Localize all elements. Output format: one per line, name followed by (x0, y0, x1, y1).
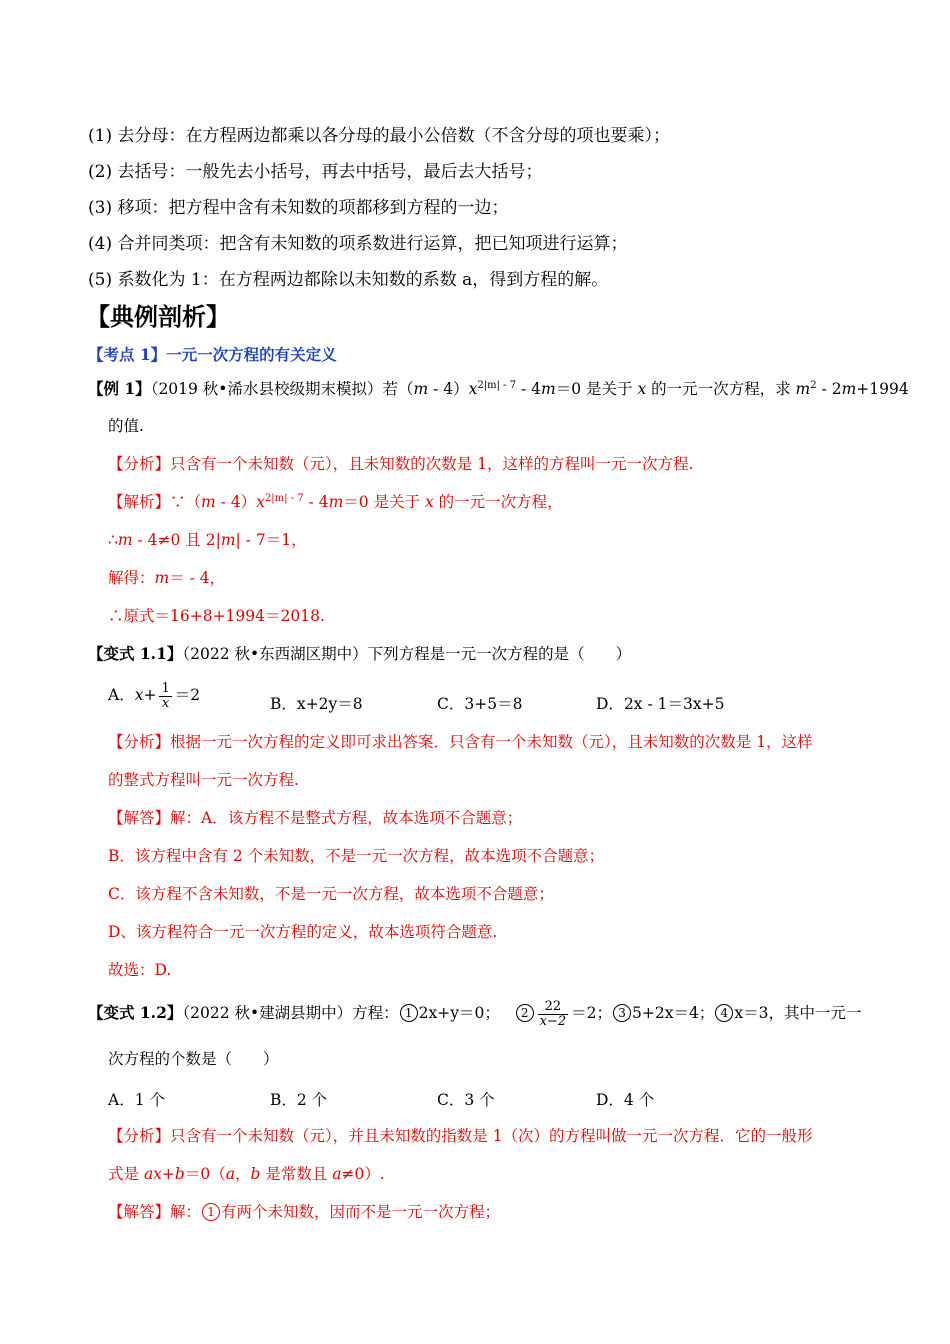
step-5: (5) 系数化为 1：在方程两边都除以未知数的系数 a，得到方程的解。 (88, 270, 609, 290)
variant-1-1-choice: 故选：D. (108, 961, 172, 979)
step-4: (4) 合并同类项：把含有未知数的项系数进行运算，把已知项进行运算； (88, 234, 628, 254)
variant-1-2-analysis: 【分析】只含有一个未知数（元），并且未知数的指数是 1（次）的方程叫做一元一次方程．它的一般形 (108, 1127, 813, 1145)
example-1-solution: 【解析】∵（m - $4)x^{2|m| - 7} - 4m=0$ 是关于 x 的一元一次方程， (108, 493, 563, 511)
example-1-analysis: 【分析】只含有一个未知数（元），且未知数的次数是 1，这样的方程叫一元一次方程. (108, 455, 694, 473)
variant-1-2-option-b[interactable]: B．2 个 (270, 1091, 328, 1109)
step-3: (3) 移项：把方程中含有未知数的项都移到方程的一边； (88, 198, 509, 218)
circled-number-3: 3 (613, 1004, 631, 1022)
variant-1-2-option-d[interactable]: D．4 个 (596, 1091, 655, 1109)
fraction: $\frac{22}{x-2}$ (539, 999, 567, 1029)
variant-1-2-question-line2: 次方程的个数是（ ） (108, 1050, 279, 1068)
variant-1-1-answer-c: C．该方程不含未知数，不是一元一次方程，故本选项不合题意； (108, 885, 554, 903)
variant-1-2-answer: 【解答】解： 1 有两个未知数，因而不是一元一次方程； (108, 1203, 501, 1221)
example-1-question: 【例 1】（2019 秋•浠水县校级期末模拟）若$(m - 4)x^{2|m| - 7} - 4m=0$ 是关于 x 的一元一次方程，求 $m^2 - 2m+1994$ (88, 379, 909, 398)
example-1-step-3: ∴原式＝16+8+1994＝2018. (108, 607, 325, 625)
variant-1-1-tag: 【变式 1.1】 (88, 644, 183, 663)
kaodian-heading: 【考点 1】一元一次方程的有关定义 (88, 345, 337, 364)
example-1-step-1: ∴m - 4≠0 且 2|m| - 7＝1， (108, 531, 307, 549)
step-2: (2) 去括号：一般先去小括号，再去中括号，最后去大括号； (88, 162, 543, 182)
circled-number-1: 1 (202, 1203, 220, 1221)
variant-1-1-analysis-line2: 的整式方程叫一元一次方程. (108, 771, 299, 789)
variant-1-1-option-d[interactable]: D．2x - 1＝3x+5 (596, 695, 725, 713)
fraction: $\frac{1}{x}$ (161, 681, 170, 711)
example-1-tag: 【例 1】 (88, 379, 151, 398)
variant-1-1-option-a[interactable]: A．x+ $\frac{1}{x}$ ＝2 (108, 681, 201, 711)
variant-1-1-option-c[interactable]: C．3+5＝8 (437, 695, 523, 713)
circled-number-2: 2 (516, 1004, 534, 1022)
variant-1-2-option-c[interactable]: C．3 个 (437, 1091, 495, 1109)
circled-number-1: 1 (400, 1004, 418, 1022)
example-1-step-2: 解得：m＝ - 4， (108, 569, 226, 587)
example-1-question-line2: 的值. (108, 417, 144, 435)
variant-1-1-answer-b: B．该方程中含有 2 个未知数，不是一元一次方程，故本选项不合题意； (108, 847, 605, 865)
circled-number-4: 4 (715, 1004, 733, 1022)
variant-1-2-tag: 【变式 1.2】 (88, 1003, 183, 1023)
variant-1-2-analysis-line2: 式是 ax+b＝0（a，b 是常数且 a≠0）. (108, 1165, 385, 1183)
variant-1-1-answer: 【解答】解：A．该方程不是整式方程，故本选项不合题意； (108, 809, 523, 827)
section-title: 【典例剖析】 (86, 302, 230, 331)
variant-1-1-question: 【变式 1.1】（2022 秋•东西湖区期中）下列方程是一元一次方程的是（ ） (88, 644, 632, 663)
variant-1-2-option-a[interactable]: A．1 个 (108, 1091, 165, 1109)
variant-1-2-question: 【变式 1.2】（2022 秋•建湖县期中）方程： 1 2x+y＝0； 2 $\frac{22}{x-2}$ ＝2； 3 5+2x＝4； 4 x＝3，其中一元一 (88, 999, 862, 1029)
step-1: (1) 去分母：在方程两边都乘以各分母的最小公倍数（不含分母的项也要乘）； (88, 126, 670, 146)
variant-1-1-option-b[interactable]: B．x+2y＝8 (270, 695, 363, 713)
variant-1-1-answer-d: D、该方程符合一元一次方程的定义，故本选项符合题意. (108, 923, 498, 941)
variant-1-1-analysis: 【分析】根据一元一次方程的定义即可求出答案．只含有一个未知数（元），且未知数的次数是 1，这样 (108, 733, 813, 751)
